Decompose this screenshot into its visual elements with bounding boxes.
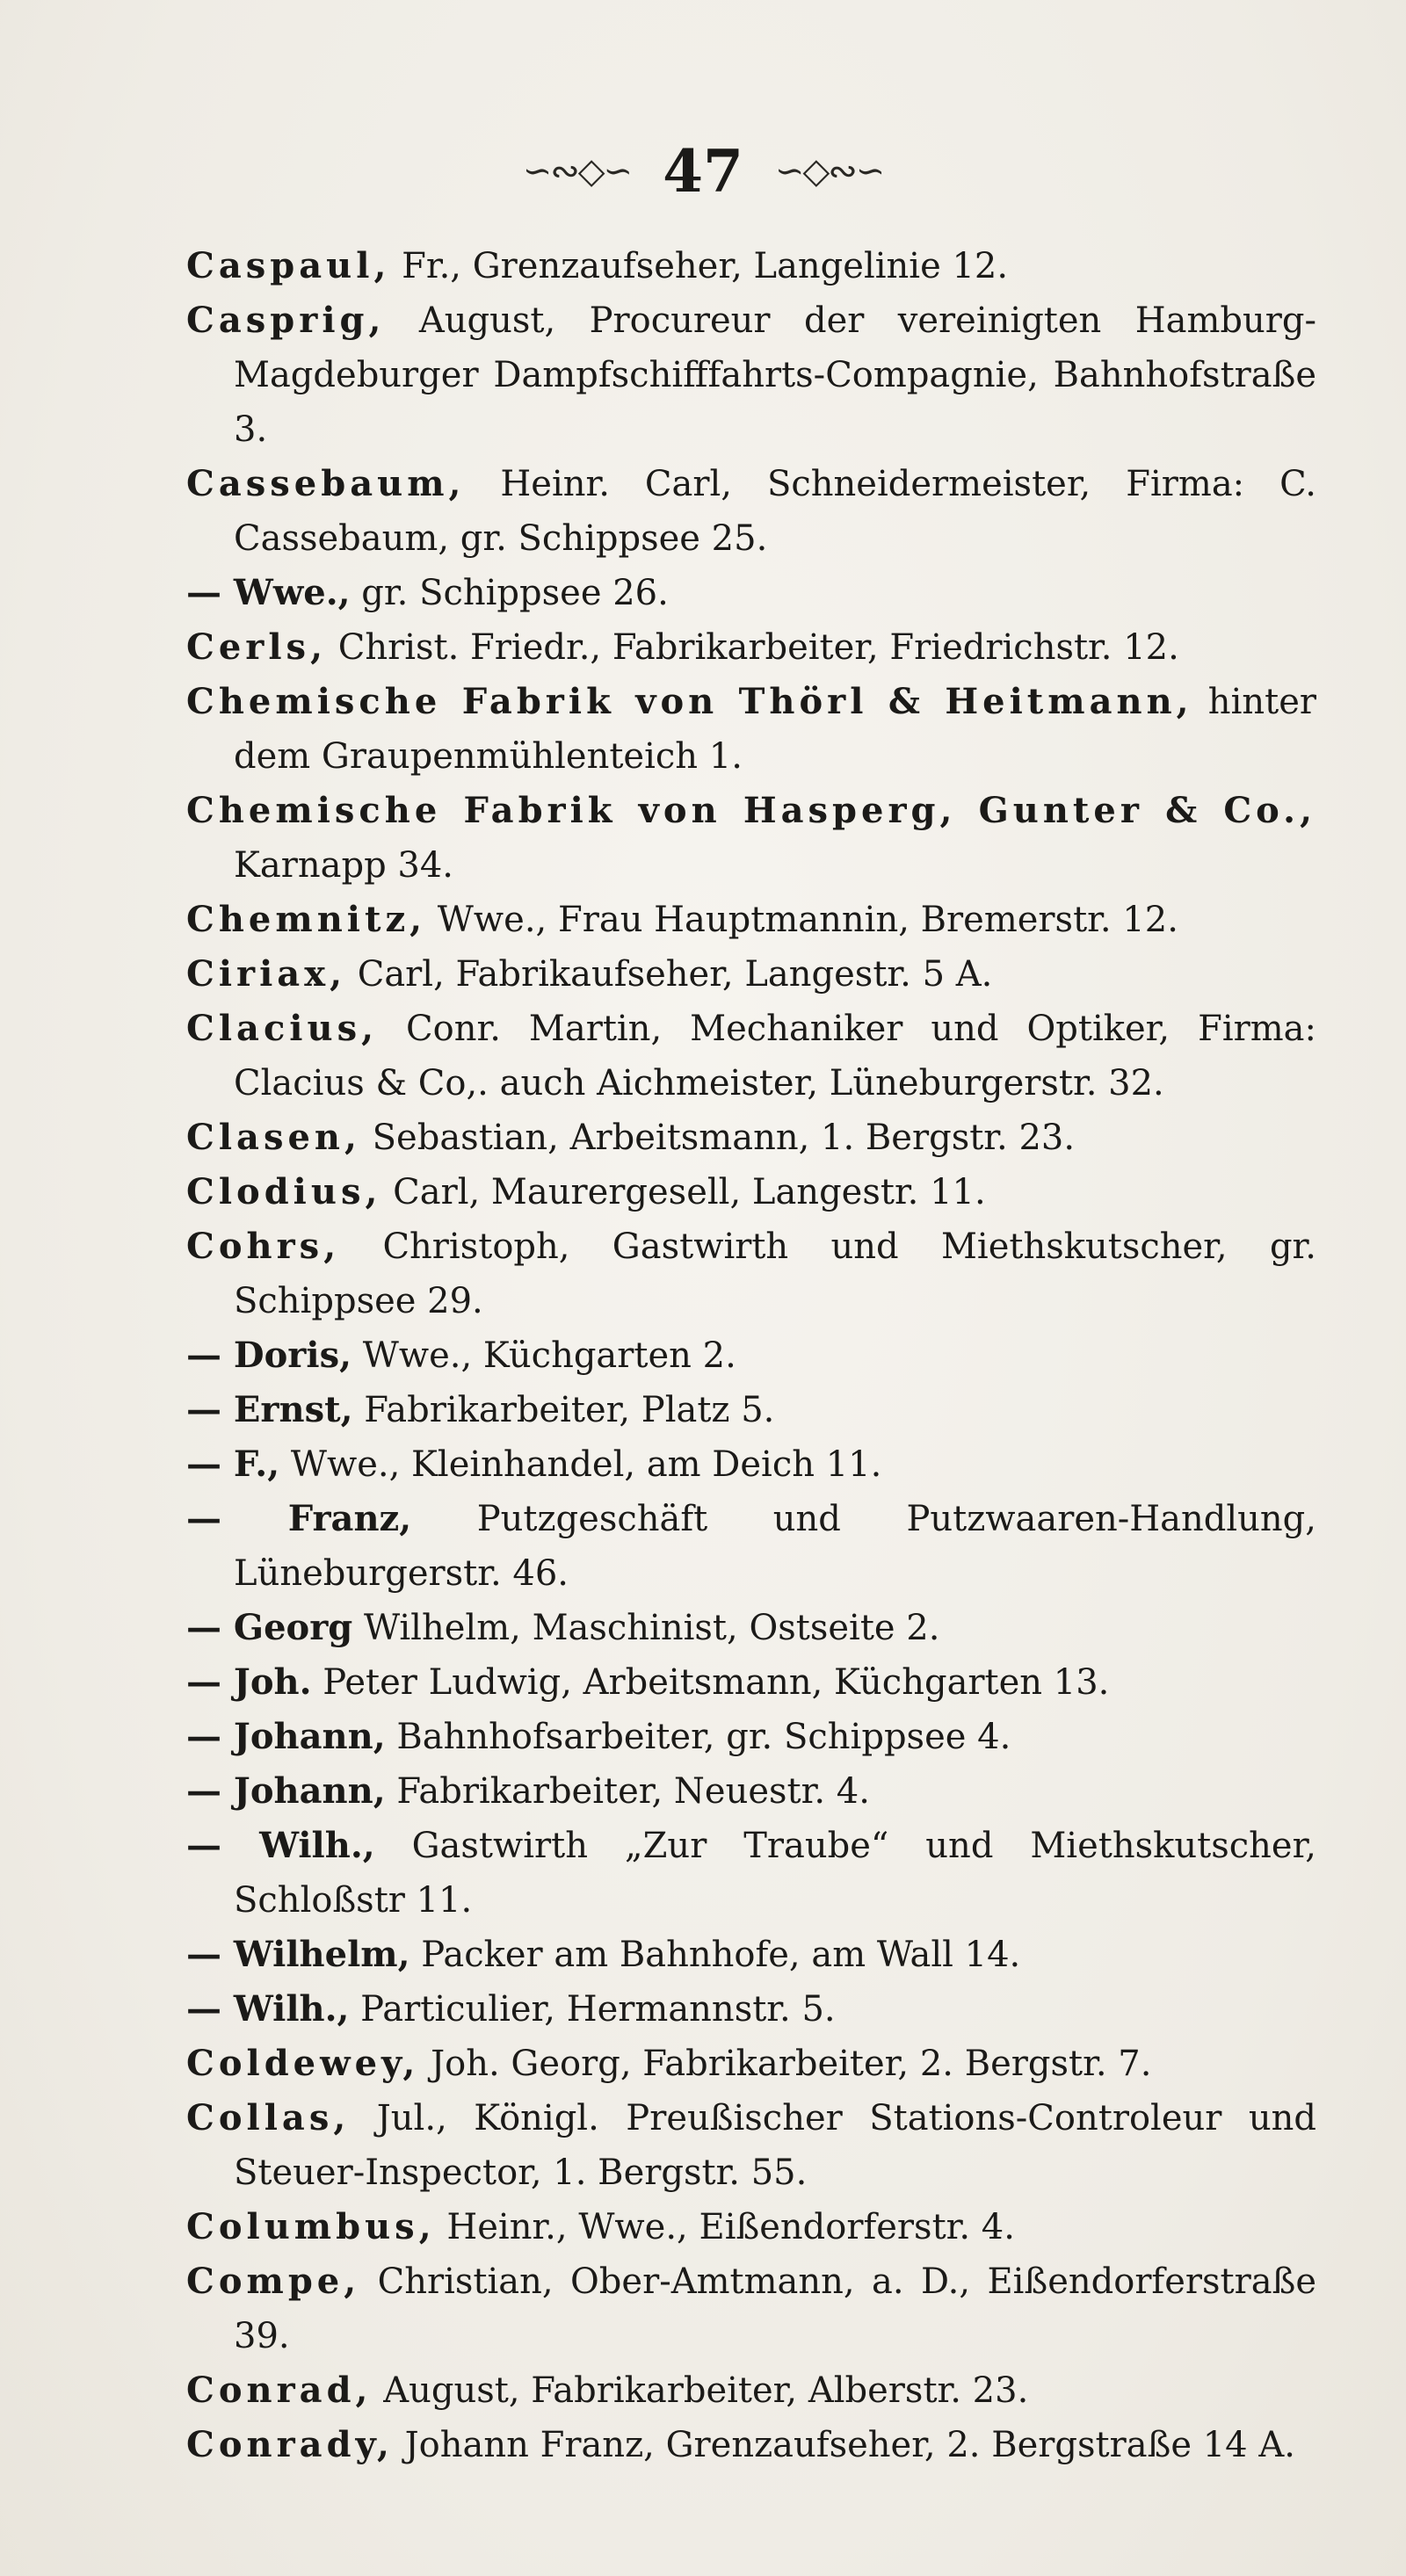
entry-name: — Wilh., [186, 1988, 350, 2030]
entry-name: — Wilh., [186, 1825, 375, 1866]
list-item [186, 947, 1316, 1002]
list-item [186, 2254, 1316, 2363]
ornament-left: ∽∾◇∽ [522, 151, 632, 192]
list-item [186, 620, 1316, 675]
page-header [0, 132, 1406, 211]
list-item [186, 893, 1316, 947]
entry-name: — Wwe., [186, 572, 351, 613]
entry-details: Fr., Grenzaufseher, Langelinie 12. [390, 246, 1009, 286]
list-item [186, 2418, 1316, 2472]
list-item [186, 1111, 1316, 1165]
entry-name: — Franz, [186, 1498, 412, 1539]
entry-details: Christ. Friedr., Fabrikarbeiter, Friedrichstr. 12. [327, 627, 1179, 668]
entry-details: Sebastian, Arbeitsmann, 1. Bergstr. 23. [360, 1118, 1076, 1158]
list-item [186, 566, 1316, 620]
list-item [186, 2091, 1316, 2200]
entry-name: Coldewey, [186, 2043, 420, 2084]
list-item [186, 293, 1316, 457]
entry-details: Christoph, Gastwirth und Miethskutscher, gr. Schippsee 29. [234, 1226, 1316, 1321]
directory-entries [186, 239, 1316, 2472]
entry-details: Johann Franz, Grenzaufseher, 2. Bergstraße 14 A. [393, 2425, 1295, 2465]
entry-details: Wwe., Küchgarten 2. [352, 1335, 736, 1376]
entry-details: Gastwirth „Zur Traube“ und Miethskutscher, Schloßstr 11. [234, 1826, 1317, 1921]
entry-name: Chemische Fabrik von Hasperg, Gunter & Co., [186, 790, 1316, 831]
entry-details: Fabrikarbeiter, Neuestr. 4. [385, 1771, 870, 1812]
entry-details: August, Fabrikarbeiter, Alberstr. 23. [372, 2370, 1029, 2411]
list-item [186, 1002, 1316, 1111]
entry-name: Conrady, [186, 2424, 394, 2465]
entry-details: Heinr. Carl, Schneidermeister, Firma: C. Cassebaum, gr. Schippsee 25. [234, 464, 1316, 559]
list-item [186, 239, 1316, 293]
list-item [186, 1655, 1316, 1710]
entry-name: Chemnitz, [186, 899, 427, 940]
entry-name: Cohrs, [186, 1226, 341, 1267]
entry-details: Particulier, Hermannstr. 5. [349, 1989, 836, 2030]
entry-name: — Georg [186, 1607, 353, 1648]
list-item [186, 1165, 1316, 1219]
list-item [186, 675, 1316, 784]
entry-name: Ciriax, [186, 953, 346, 995]
page-number: 47 [663, 137, 743, 206]
entry-details: Putzgeschäft und Putzwaaren-Handlung, Lüneburgerstr. 46. [234, 1499, 1316, 1594]
entry-name: Cassebaum, [186, 463, 466, 504]
list-item [186, 1982, 1316, 2037]
ornament-right: ∽◇∾∽ [774, 151, 884, 192]
list-item [186, 1492, 1316, 1601]
entry-name: — Doris, [186, 1335, 352, 1376]
entry-name: Cerls, [186, 626, 327, 668]
entry-name: — F., [186, 1444, 280, 1485]
list-item [186, 2363, 1316, 2418]
entry-details: Heinr., Wwe., Eißendorferstr. 4. [435, 2207, 1015, 2247]
list-item [186, 1819, 1316, 1928]
entry-name: — Ernst, [186, 1389, 353, 1430]
entry-details: Wwe., Kleinhandel, am Deich 11. [279, 1444, 882, 1485]
entry-name: — Wilhelm, [186, 1934, 410, 1975]
entry-details: Wwe., Frau Hauptmannin, Bremerstr. 12. [426, 900, 1178, 940]
entry-name: — Joh. [186, 1661, 312, 1703]
entry-details: Carl, Fabrikaufseher, Langestr. 5 A. [346, 954, 993, 995]
list-item [186, 1601, 1316, 1655]
list-item [186, 1437, 1316, 1492]
list-item [186, 1328, 1316, 1383]
list-item [186, 2037, 1316, 2091]
entry-details: Karnapp 34. [234, 845, 453, 886]
entry-details: Conr. Martin, Mechaniker und Optiker, Firma: Clacius & Co,. auch Aichmeister, Lüneburgerstr. 32. [234, 1009, 1316, 1103]
entry-name: — Johann, [186, 1716, 386, 1757]
entry-details: Wilhelm, Maschinist, Ostseite 2. [352, 1608, 940, 1648]
entry-details: Peter Ludwig, Arbeitsmann, Küchgarten 13. [311, 1662, 1110, 1703]
entry-name: Casprig, [186, 300, 386, 341]
list-item [186, 1383, 1316, 1437]
entry-details: Joh. Georg, Fabrikarbeiter, 2. Bergstr. 7. [419, 2044, 1152, 2084]
entry-name: Clacius, [186, 1008, 379, 1049]
entry-name: Compe, [186, 2261, 361, 2302]
list-item [186, 1710, 1316, 1764]
entry-details: Christian, Ober-Amtmann, a. D., Eißendorferstraße 39. [234, 2261, 1316, 2356]
entry-details: hinter dem Graupenmühlenteich 1. [234, 682, 1316, 777]
entry-name: Chemische Fabrik von Thörl & Heitmann, [186, 681, 1193, 722]
entry-name: Columbus, [186, 2206, 436, 2247]
entry-name: Caspaul, [186, 245, 391, 286]
list-item [186, 784, 1316, 893]
entry-details: Bahnhofsarbeiter, gr. Schippsee 4. [385, 1717, 1011, 1757]
entry-name: Conrad, [186, 2370, 373, 2411]
entry-details: Jul., Königl. Preußischer Stations-Controleur und Steuer-Inspector, 1. Bergstr. 55. [234, 2098, 1316, 2193]
list-item [186, 2200, 1316, 2254]
entry-details: gr. Schippsee 26. [350, 573, 669, 613]
entry-details: Fabrikarbeiter, Platz 5. [352, 1390, 775, 1430]
entry-details: August, Procureur der vereinigten Hamburg-Magdeburger Dampfschifffahrts-Compagnie, Bahnhofstraße 3. [234, 300, 1316, 450]
list-item [186, 457, 1316, 566]
list-item [186, 1219, 1316, 1328]
entry-name: Collas, [186, 2097, 351, 2138]
entry-details: Carl, Maurergesell, Langestr. 11. [381, 1172, 986, 1212]
entry-details: Packer am Bahnhofe, am Wall 14. [409, 1935, 1021, 1975]
list-item [186, 1764, 1316, 1819]
entry-name: Clasen, [186, 1117, 361, 1158]
entry-name: Clodius, [186, 1171, 382, 1212]
list-item [186, 1928, 1316, 1982]
entry-name: — Johann, [186, 1770, 386, 1812]
